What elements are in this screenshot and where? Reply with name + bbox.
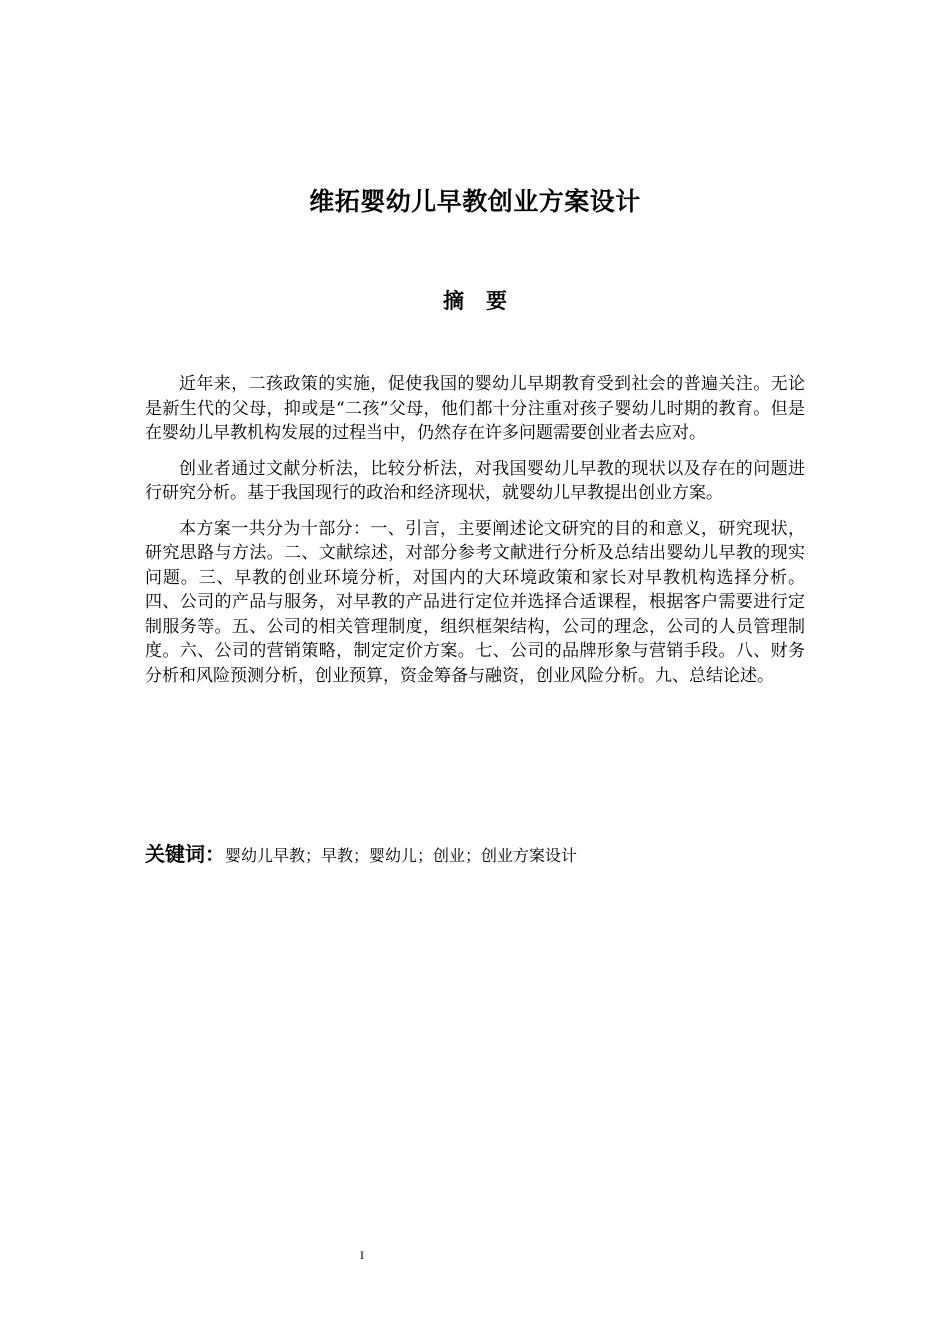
keywords-line [145,840,805,871]
page-number: I [360,1248,364,1262]
abstract-paragraph: 创业者通过文献分析法，比较分析法，对我国婴幼儿早教的现状以及存在的问题进行研究分析。基于我国现行的政治和经济现状，就婴幼儿早教提出创业方案。 [145,458,805,503]
keywords-label: 关键词： [145,842,225,866]
keywords-values: 婴幼儿早教；早教；婴幼儿；创业；创业方案设计 [225,846,578,865]
abstract-paragraph: 近年来，二孩政策的实施，促使我国的婴幼儿早期教育受到社会的普遍关注。无论是新生代的父母，抑或是“二孩”父母，他们都十分注重对孩子婴幼儿时期的教育。但是在婴幼儿早教机构发展的过程当中，仍然存在许多问题需要创业者去应对。 [145,374,805,443]
abstract-body [145,372,805,699]
abstract-heading-char: 摘 [443,289,464,313]
abstract-paragraph: 本方案一共分为十部分：一、引言，主要阐述论文研究的目的和意义，研究现状，研究思路与方法。二、文献综述，对部分参考文献进行分析及总结出婴幼儿早教的现实问题。三、早教的创业环境分析，对国内的大环境政策和家长对早教机构选择分析。四、公司的产品与服务，对早教的产品进行定位并选择合适课程，根据客户需要进行定制服务等。五、公司的相关管理制度，组织框架结构，公司的理念，公司的人员管理制度。六、公司的营销策略，制定定价方案。七、公司的品牌形象与营销手段。八、财务分析和风险预测分析，创业预算，资金筹备与融资，创业风险分析。九、总结论述。 [145,518,805,686]
abstract-heading-char: 要 [486,289,507,313]
document-title: 维拓婴幼儿早教创业方案设计 [309,187,641,216]
abstract-heading [0,284,950,318]
